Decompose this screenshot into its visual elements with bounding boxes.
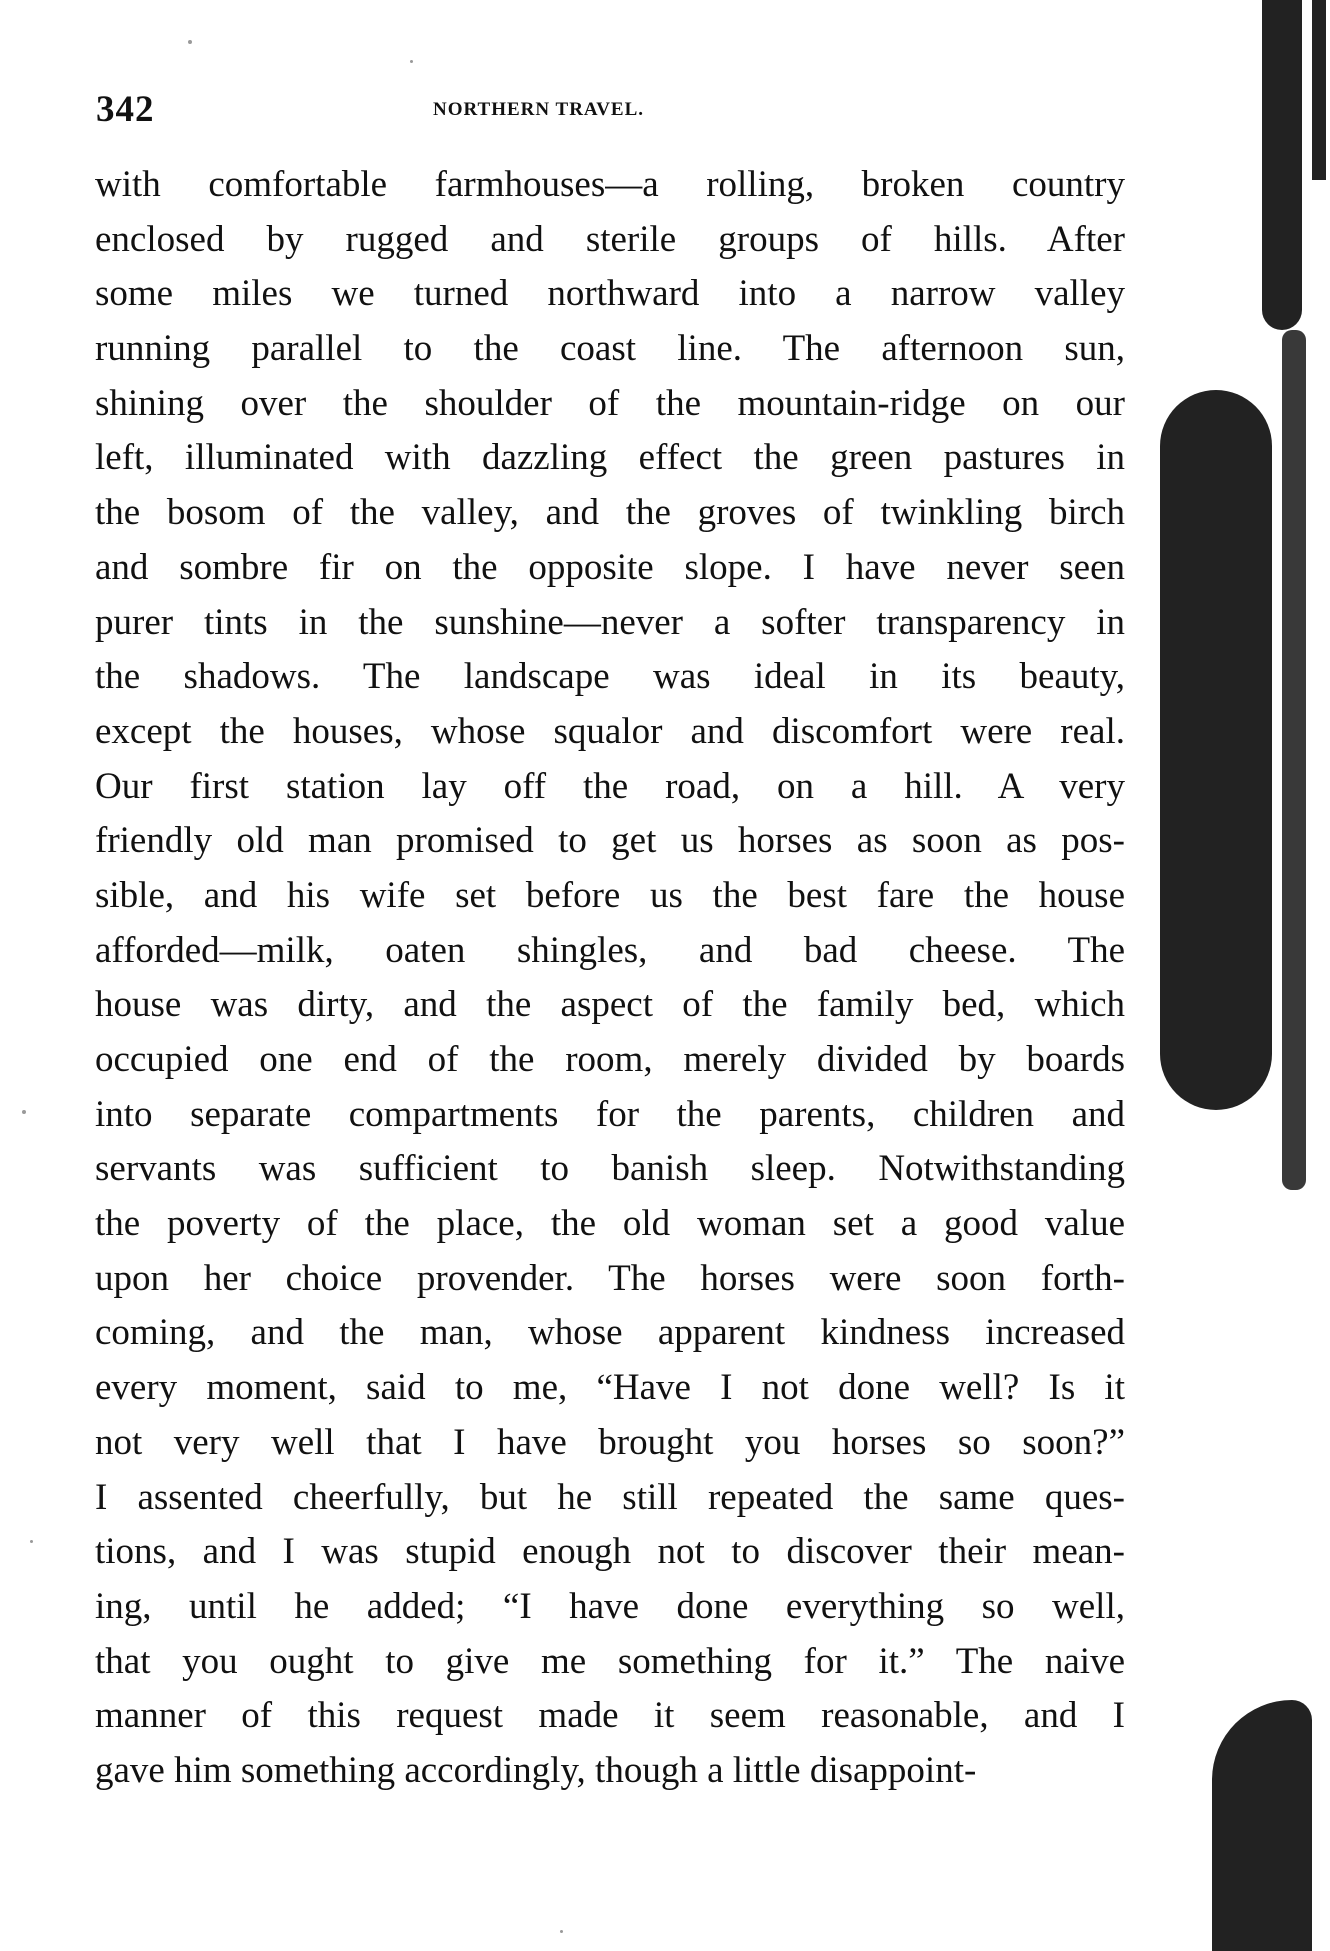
text-line: manner of this request made it seem reasonable, and I (95, 1695, 1125, 1737)
text-line: gave him something accordingly, though a little disappoint- (95, 1749, 977, 1791)
scan-speck (22, 1110, 26, 1114)
scan-speck (188, 40, 192, 44)
text-line: coming, and the man, whose apparent kindness increased (95, 1312, 1125, 1354)
text-line: left, illuminated with dazzling effect the green pastures in (95, 437, 1125, 479)
text-line: Our first station lay off the road, on a hill. A very (95, 765, 1125, 807)
text-line: I assented cheerfully, but he still repeated the same ques- (95, 1476, 1125, 1518)
page-header (96, 88, 1126, 128)
text-line: running parallel to the coast line. The afternoon sun, (95, 328, 1125, 370)
scan-speck (30, 1540, 33, 1543)
text-line: sible, and his wife set before us the best fare the house (95, 874, 1125, 916)
running-head: NORTHERN TRAVEL. (433, 99, 645, 120)
text-line: house was dirty, and the aspect of the family bed, which (95, 984, 1125, 1026)
text-line: into separate compartments for the parents, children and (95, 1093, 1125, 1135)
text-line: occupied one end of the room, merely divided by boards (95, 1039, 1125, 1080)
text-line: ing, until he added; “I have done everything so well, (95, 1585, 1125, 1627)
text-line: servants was sufficient to banish sleep. Notwithstanding (95, 1148, 1125, 1190)
scan-shadow-upper-edge (1312, 0, 1326, 180)
body-text (95, 158, 1125, 1799)
text-line: the poverty of the place, the old woman set a good value (95, 1203, 1125, 1245)
text-line: with comfortable farmhouses—a rolling, broken country (95, 164, 1125, 205)
text-line: tions, and I was stupid enough not to discover their mean- (95, 1531, 1125, 1573)
text-line: except the houses, whose squalor and discomfort were real. (95, 710, 1125, 752)
text-line: the shadows. The landscape was ideal in its beauty, (95, 656, 1125, 698)
text-line: every moment, said to me, “Have I not done well? Is it (95, 1367, 1125, 1409)
text-line: not very well that I have brought you horses so soon?” (95, 1421, 1125, 1463)
text-line: enclosed by rugged and sterile groups of hills. After (95, 218, 1125, 260)
scan-speck (560, 1930, 563, 1933)
text-line: afforded—milk, oaten shingles, and bad cheese. The (95, 929, 1125, 971)
scan-shadow-top (1262, 0, 1302, 330)
text-line: the bosom of the valley, and the groves of twinkling birch (95, 492, 1125, 534)
scan-shadow-middle (1160, 390, 1272, 1110)
text-line: that you ought to give me something for it.” The naive (95, 1640, 1125, 1682)
text-line: some miles we turned northward into a narrow valley (95, 273, 1125, 315)
page-number: 342 (96, 89, 155, 130)
text-line: shining over the shoulder of the mountain-ridge on our (95, 382, 1125, 424)
scan-speck (410, 60, 413, 63)
text-line: upon her choice provender. The horses were soon forth- (95, 1257, 1125, 1299)
scan-shadow-right-strip (1282, 330, 1306, 1190)
scan-shadow-bottom (1212, 1700, 1312, 1951)
text-line: friendly old man promised to get us horses as soon as pos- (95, 820, 1125, 862)
text-line: and sombre fir on the opposite slope. I have never seen (95, 546, 1125, 588)
text-line: purer tints in the sunshine—never a softer transparency in (95, 601, 1125, 643)
